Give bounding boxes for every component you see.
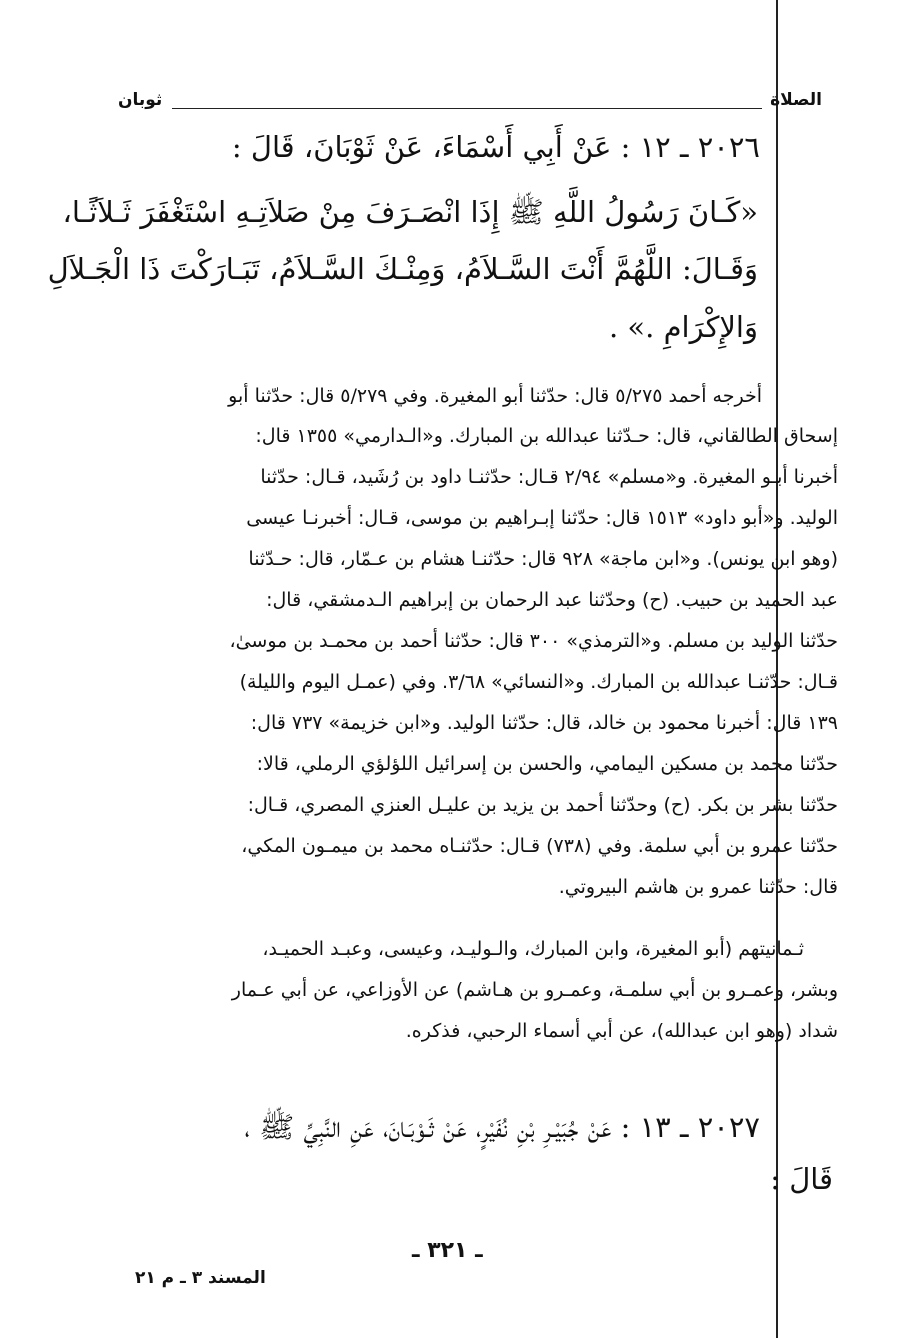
hadith-2026-line: «كَـانَ رَسُولُ اللَّهِ ﷺ إِذَا انْصَـرَفَ مِنْ صَلاَتِـهِ اسْتَغْفَرَ ثَـلاَثًـا، <box>62 195 758 229</box>
running-head-rule <box>172 108 762 109</box>
takhrij-line: ثـمانيتهم (أبو المغيرة، وابن المبارك، والـوليـد، وعيسى، وعبـد الحميـد، <box>262 938 804 960</box>
takhrij-line: قال: حدّثنا عمرو بن هاشم البيروتي. <box>558 876 838 898</box>
takhrij-line: شداد (وهو ابن عبدالله)، عن أبي أسماء الرحبي، فذكره. <box>405 1020 838 1042</box>
takhrij-line: إسحاق الطالقاني، قال: حـدّثنا عبدالله بن المبارك. و«الـدارمي» ١٣٥٥ قال: <box>255 425 838 447</box>
takhrij-line: حدّثنا عمرو بن أبي سلمة. وفي (٧٣٨) قـال: حدّثنـاه محمد بن ميمـون المكي، <box>241 835 838 857</box>
takhrij-line: أخبرنا أبـو المغيرة. و«مسلم» ٢/٩٤ قـال: حدّثنـا داود بن رُشَيد، قـال: حدّثنا <box>260 466 838 488</box>
takhrij-line: قـال: حدّثنـا عبدالله بن المبارك. و«النسائي» ٣/٦٨. وفي (عمـل اليوم والليلة) <box>239 671 838 693</box>
takhrij-line: عبد الحميد بن حبيب. (ح) وحدّثنا عبد الرحمان بن إبراهيم الـدمشقي، قال: <box>266 589 838 611</box>
hadith-2027-heading: ٢٠٢٧ ـ ١٣ : عَنْ جُبَيْـرِ بْنِ نُفَيْرٍ، عَنْ ثَـوْبَـانَ، عَنِ النَّبِيِّ ﷺ ، <box>244 1110 760 1144</box>
page-edge-line <box>776 0 778 1338</box>
takhrij-line: وبشر، وعمـرو بن أبي سلمـة، وعمـرو بن هـاشم) عن الأوزاعي، عن أبي عـمار <box>231 979 838 1001</box>
takhrij-line: حدّثنا بشر بن بكر. (ح) وحدّثنا أحمد بن يزيد بن عليـل العنزي المصري، قـال: <box>247 794 838 816</box>
hadith-2026-line: وَقَـالَ: اللَّهُمَّ أَنْتَ السَّـلاَمُ، وَمِنْـكَ السَّـلاَمُ، تَبَـارَكْتَ ذَا الْجَـلاَلِ <box>47 252 758 286</box>
takhrij-line: ١٣٩ قال: أخبرنا محمود بن خالد، قال: حدّثنا الوليد. و«ابن خزيمة» ٧٣٧ قال: <box>250 712 838 734</box>
hadith-2026-heading: ٢٠٢٦ ـ ١٢ : عَنْ أَبِي أَسْمَاءَ، عَنْ ثَوْبَانَ، قَالَ : <box>231 130 760 164</box>
page-number: ـ ٣٢١ ـ <box>412 1238 483 1263</box>
takhrij-line: حدّثنا محمد بن مسكين اليمامي، والحسن بن إسرائيل اللؤلؤي الرملي، قالا: <box>256 753 838 775</box>
takhrij-line: حدّثنا الوليد بن مسلم. و«الترمذي» ٣٠٠ قال: حدّثنا أحمد بن محمـد بن موسىٰ، <box>229 630 838 652</box>
takhrij-line: أخرجه أحمد ٥/٢٧٥ قال: حدّثنا أبو المغيرة. وفي ٥/٢٧٩ قال: حدّثنا أبو <box>228 385 762 407</box>
takhrij-line: (وهو ابن يونس). و«ابن ماجة» ٩٢٨ قال: حدّثنـا هشام بن عـمّار، قال: حـدّثنا <box>248 548 838 570</box>
running-head-topic: ثوبان <box>118 90 163 110</box>
takhrij-line: الوليد. و«أبو داود» ١٥١٣ قال: حدّثنا إبـراهيم بن موسى، قـال: أخبرنـا عيسى <box>246 507 838 529</box>
hadith-2027-line: قَالَ : <box>770 1162 833 1196</box>
running-head-section: الصلاة <box>770 90 822 110</box>
hadith-2026-line: وَالإِكْرَامِ .» . <box>608 310 758 344</box>
signature-mark: المسند ٣ ـ م ٢١ <box>135 1268 266 1288</box>
